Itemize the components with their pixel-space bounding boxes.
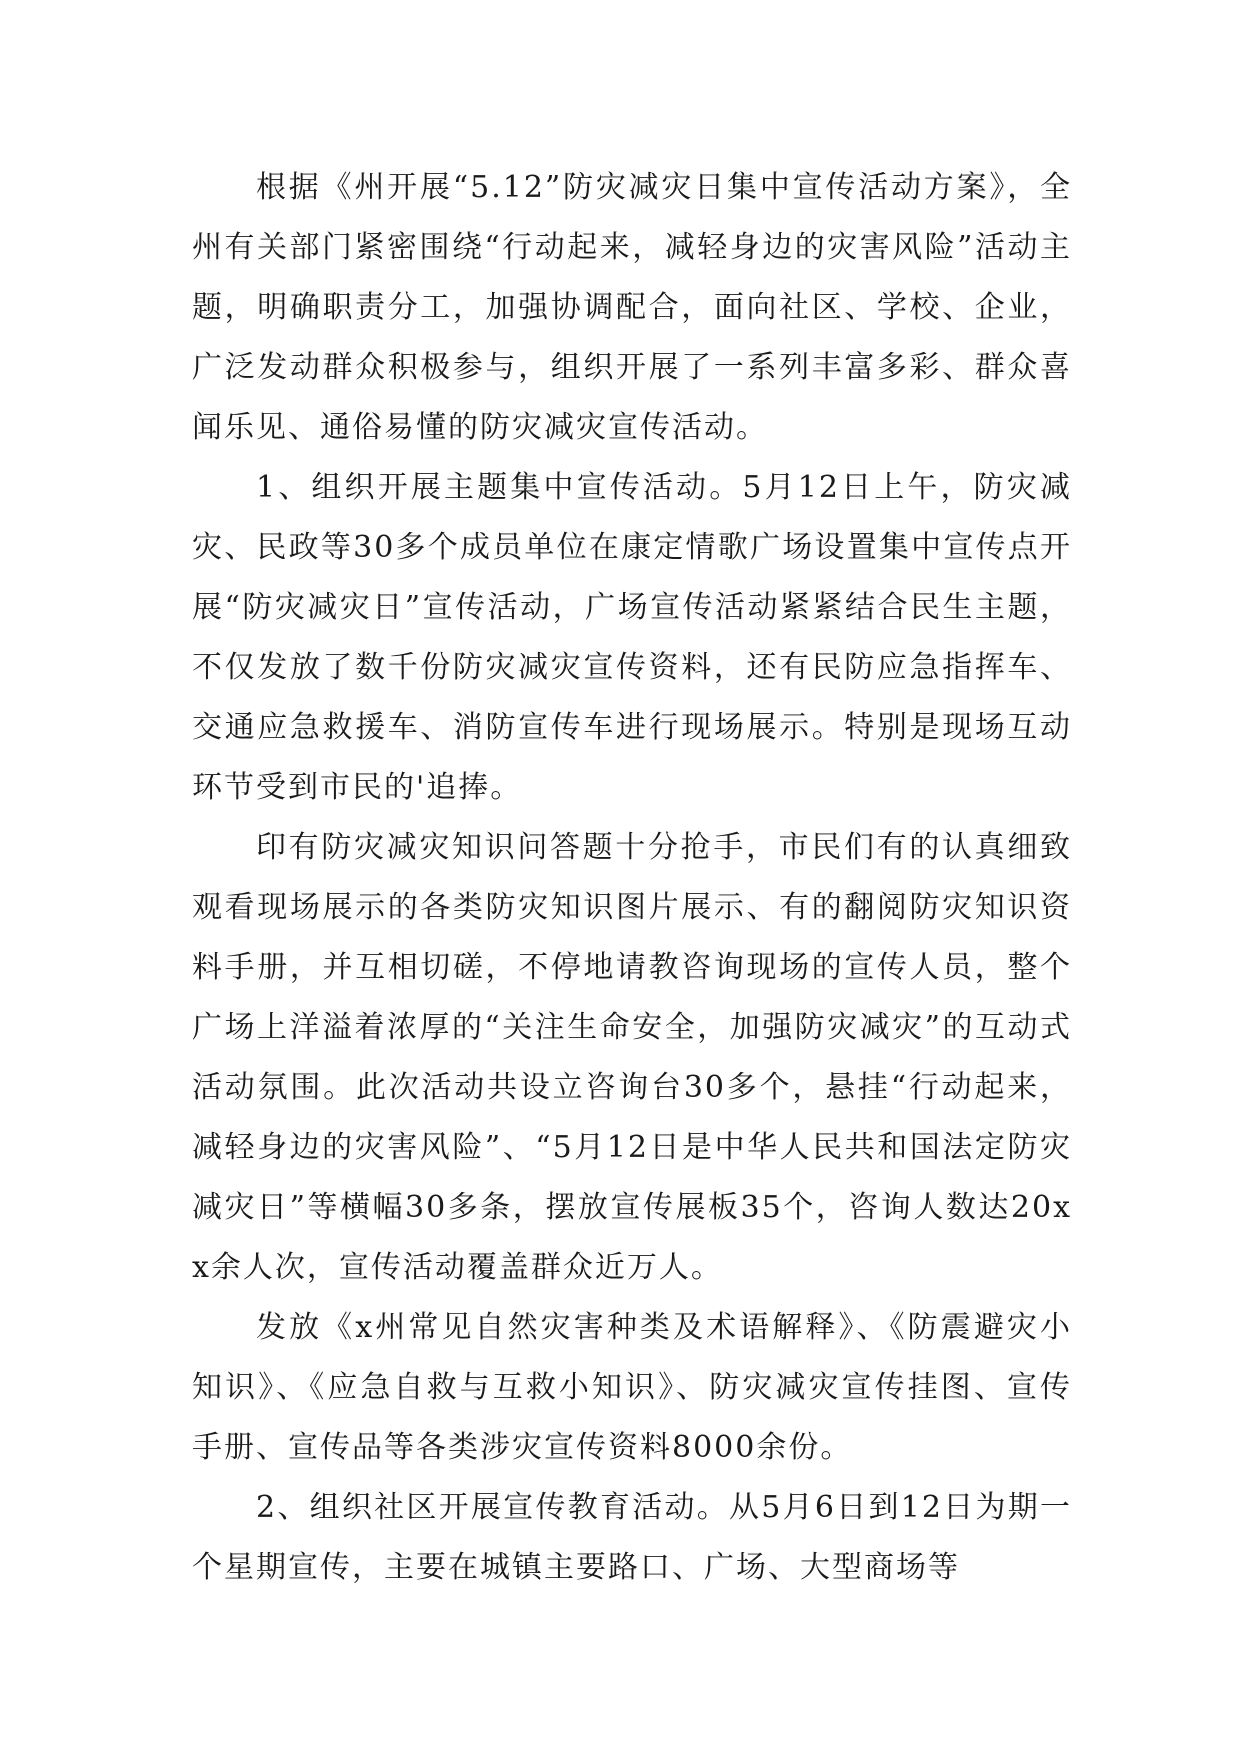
paragraph-intro: 根据《州开展“5.12”防灾减灾日集中宣传活动方案》，全州有关部门紧密围绕“行动起来，减轻身边的灾害风险”活动主题，明确职责分工，加强协调配合，面向社区、学校、企业，广泛发动群众积极参与，组织开展了一系列丰富多彩、群众喜闻乐见、通俗易懂的防灾减灾宣传活动。	[192, 170, 1072, 445]
document-body	[192, 158, 1072, 1598]
paragraph-section-1-detail: 印有防灾减灾知识问答题十分抢手，市民们有的认真细致观看现场展示的各类防灾知识图片展示、有的翻阅防灾知识资料手册，并互相切磋，不停地请教咨询现场的宣传人员，整个广场上洋溢着浓厚的“关注生命安全，加强防灾减灾”的互动式活动氛围。此次活动共设立咨询台30多个，悬挂“行动起来，减轻身边的灾害风险”、“5月12日是中华人民共和国法定防灾减灾日”等横幅30多条，摆放宣传展板35个，咨询人数达20xx余人次，宣传活动覆盖群众近万人。	[192, 830, 1072, 1285]
paragraph-section-2: 2、组织社区开展宣传教育活动。从5月6日到12日为期一个星期宣传，主要在城镇主要路口、广场、大型商场等	[192, 1490, 1072, 1585]
paragraph-section-1: 1、组织开展主题集中宣传活动。5月12日上午，防灾减灾、民政等30多个成员单位在康定情歌广场设置集中宣传点开展“防灾减灾日”宣传活动，广场宣传活动紧紧结合民生主题，不仅发放了数千份防灾减灾宣传资料，还有民防应急指挥车、交通应急救援车、消防宣传车进行现场展示。特别是现场互动环节受到市民的'追捧。	[192, 470, 1072, 805]
paragraph-materials: 发放《x州常见自然灾害种类及术语解释》、《防震避灾小知识》、《应急自救与互救小知识》、防灾减灾宣传挂图、宣传手册、宣传品等各类涉灾宣传资料8000余份。	[192, 1310, 1072, 1465]
